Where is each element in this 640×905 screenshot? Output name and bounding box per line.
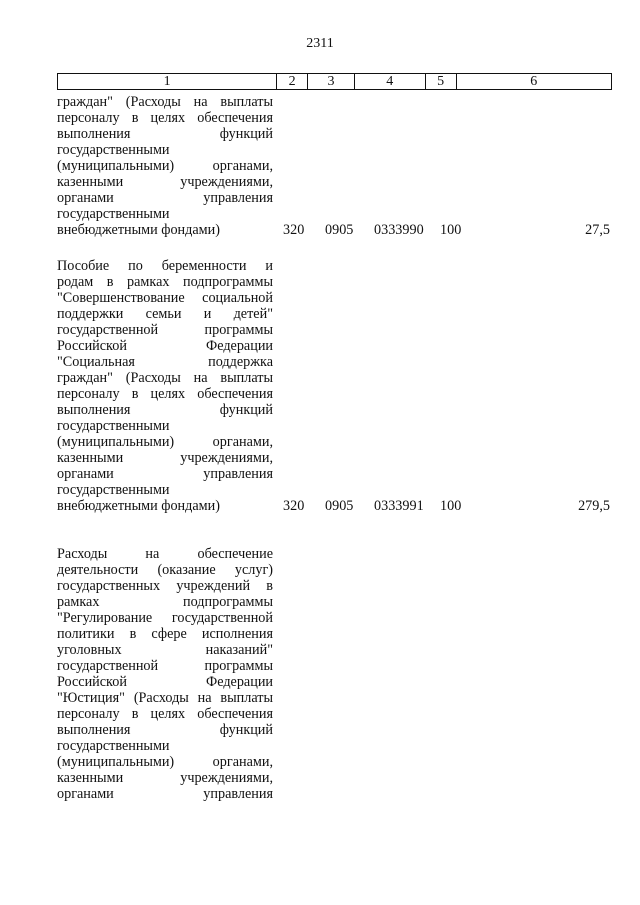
header-col-3: 3 xyxy=(308,74,355,89)
table-header xyxy=(57,73,612,90)
description-line: государственными xyxy=(57,418,170,434)
amount: 279,5 xyxy=(578,498,610,514)
expense-type-code: 100 xyxy=(440,498,462,514)
target-code: 0333991 xyxy=(374,498,424,514)
description-line: казенными учреждениями, xyxy=(57,174,273,190)
header-col-6: 6 xyxy=(530,74,538,89)
header-col-5: 5 xyxy=(426,74,457,89)
description-line: рамках подпрограммы xyxy=(57,594,273,610)
description-line: граждан" (Расходы на выплаты xyxy=(57,94,273,110)
description-line: родам в рамках подпрограммы xyxy=(57,274,273,290)
description-line: выполнения функций xyxy=(57,402,273,418)
description-line: (муниципальными) органами, xyxy=(57,754,273,770)
description-line: деятельности (оказание услуг) xyxy=(57,562,273,578)
description-line: Расходы на обеспечение xyxy=(57,546,273,562)
description-line: "Социальная поддержка xyxy=(57,354,273,370)
description-line: (муниципальными) органами, xyxy=(57,158,273,174)
description-line: государственными xyxy=(57,738,170,754)
description-line: выполнения функций xyxy=(57,722,273,738)
header-col-2: 2 xyxy=(277,74,308,89)
description-line: "Регулирование государственной xyxy=(57,610,273,626)
section-code: 0905 xyxy=(325,498,354,514)
description-line: выполнения функций xyxy=(57,126,273,142)
description-line: государственными xyxy=(57,482,170,498)
header-col-4: 4 xyxy=(355,74,426,89)
description-line: граждан" (Расходы на выплаты xyxy=(57,370,273,386)
description-line: казенными учреждениями, xyxy=(57,770,273,786)
description-line: государственными xyxy=(57,206,170,222)
amount: 27,5 xyxy=(585,222,610,238)
description-line: органами управления xyxy=(57,786,273,802)
description-line: внебюджетными фондами) xyxy=(57,498,220,514)
description-line: государственными xyxy=(57,142,170,158)
description-line: внебюджетными фондами) xyxy=(57,222,220,238)
description-line: персоналу в целях обеспечения xyxy=(57,706,273,722)
table-row xyxy=(57,546,612,802)
description-line: политики в сфере исполнения xyxy=(57,626,273,642)
section-code: 0905 xyxy=(325,222,354,238)
description-line: казенными учреждениями, xyxy=(57,450,273,466)
target-code: 0333990 xyxy=(374,222,424,238)
rzd-code: 320 xyxy=(283,498,305,514)
description-line: органами управления xyxy=(57,466,273,482)
description-line: государственной программы xyxy=(57,658,273,674)
row-values xyxy=(57,498,612,514)
description-line: поддержки семьи и детей" xyxy=(57,306,273,322)
description-line: государственной программы xyxy=(57,322,273,338)
row-description xyxy=(57,258,273,514)
table-row xyxy=(57,94,612,238)
description-line: персоналу в целях обеспечения xyxy=(57,386,273,402)
description-line: органами управления xyxy=(57,190,273,206)
rzd-code: 320 xyxy=(283,222,305,238)
row-values xyxy=(57,222,612,238)
header-col-1: 1 xyxy=(58,74,277,89)
description-line: Пособие по беременности и xyxy=(57,258,273,274)
description-line: государственных учреждений в xyxy=(57,578,273,594)
description-line: "Юстиция" (Расходы на выплаты xyxy=(57,690,273,706)
expense-type-code: 100 xyxy=(440,222,462,238)
row-description xyxy=(57,546,273,802)
description-line: Российской Федерации xyxy=(57,674,273,690)
page-number: 2311 xyxy=(306,36,334,51)
description-line: Российской Федерации xyxy=(57,338,273,354)
description-line: уголовных наказаний" xyxy=(57,642,273,658)
description-line: (муниципальными) органами, xyxy=(57,434,273,450)
table-row xyxy=(57,258,612,514)
description-line: "Совершенствование социальной xyxy=(57,290,273,306)
row-description xyxy=(57,94,273,238)
description-line: персоналу в целях обеспечения xyxy=(57,110,273,126)
